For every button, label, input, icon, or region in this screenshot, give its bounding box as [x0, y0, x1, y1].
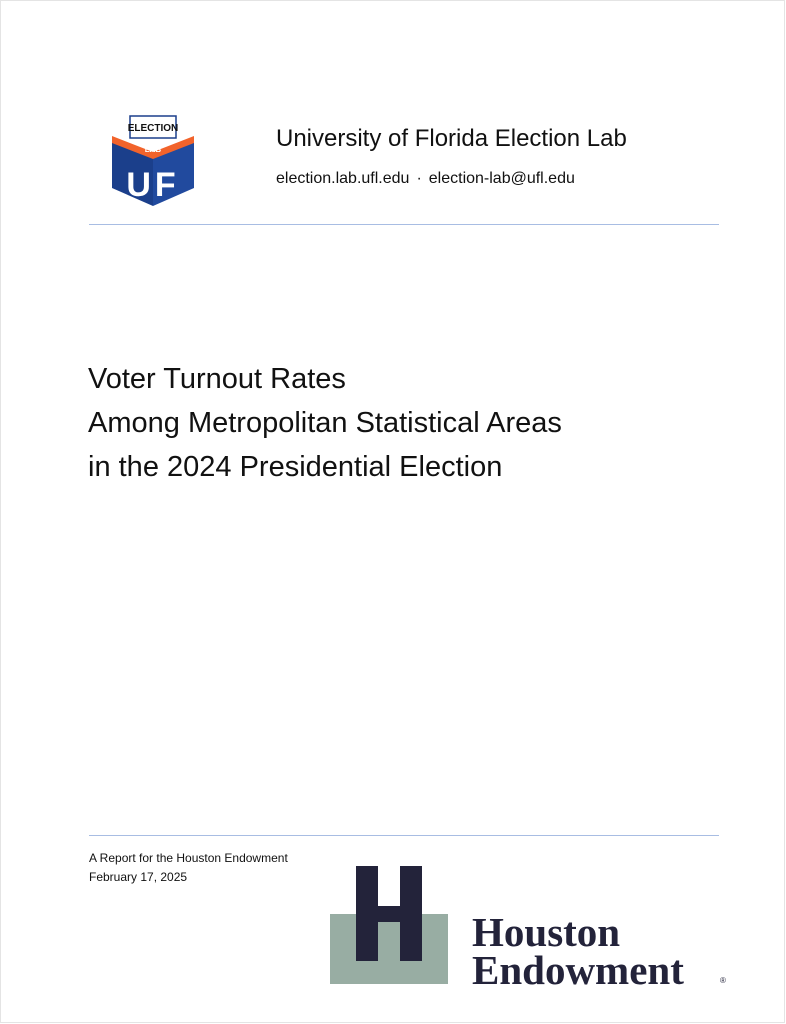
he-h-mark-icon: [356, 866, 422, 961]
houston-endowment-logo: [330, 866, 740, 993]
org-name: University of Florida Election Lab: [276, 125, 627, 152]
report-date: February 17, 2025: [89, 870, 188, 884]
org-contact: [276, 170, 575, 188]
logo-mid-text: LAB: [144, 145, 162, 154]
report-for-text: A Report for the Houston Endowment: [89, 851, 288, 865]
header-divider: [89, 224, 719, 225]
email-link[interactable]: election-lab@ufl.edu: [428, 170, 575, 187]
logo-bottom-text: UF: [126, 166, 180, 204]
registered-mark: ®: [720, 976, 726, 985]
title-line-2: Among Metropolitan Statistical Areas: [88, 407, 562, 439]
logo-top-text: ELECTION: [127, 123, 179, 134]
contact-separator: ·: [416, 170, 422, 187]
title-line-3: in the 2024 Presidential Election: [88, 451, 503, 483]
title-line-1: Voter Turnout Rates: [88, 363, 346, 395]
website-link[interactable]: election.lab.ufl.edu: [276, 170, 410, 187]
sponsor-line-2: Endowment: [472, 947, 684, 993]
uf-election-lab-logo-icon: [110, 112, 196, 208]
sponsor-line-1: Houston: [472, 909, 621, 955]
report-title: [88, 357, 562, 489]
footer-divider: [89, 835, 719, 836]
